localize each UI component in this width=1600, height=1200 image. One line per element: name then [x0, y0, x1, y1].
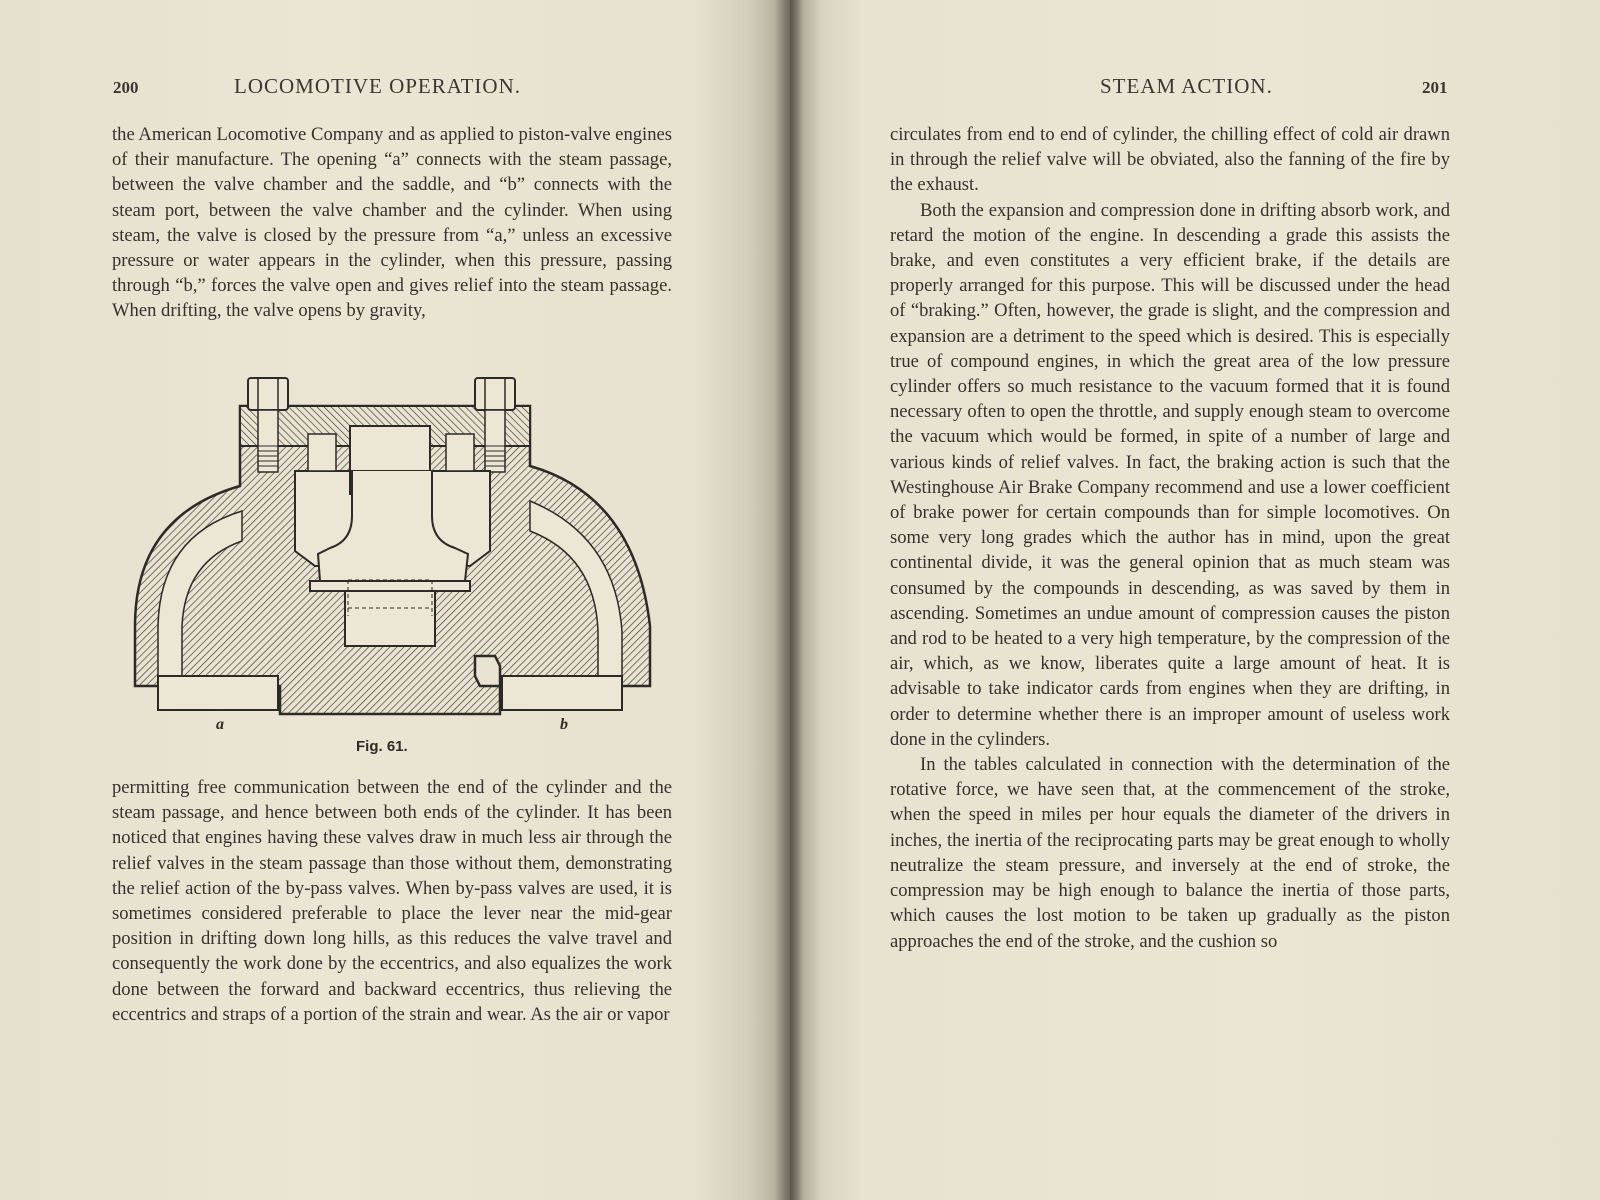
paragraph-text: permitting free communication between the end of the cylinder and the steam passage, and hence between both ends of the cylinder. It has been noticed that engines having these valves draw in much less air through the relief valves in the steam passage than those without them, demonstrating the relief action of the by-pass valves. When by-pass valves are used, it is sometimes considered preferable to place the lever near the mid-gear position in drifting down long hills, as this reduces the valve travel and consequently the work done by the eccentrics, and also equalizes the work done between the forward and backward eccentrics, thus relieving the eccentrics and straps of a portion of the strain and wear. As the air or vapor: [112, 777, 672, 1025]
paragraph-1: circulates from end to end of cylinder, the chilling effect of cold air drawn in through the relief valve will be obviated, also the fanning of the fire by the exhaust.: [890, 124, 1450, 196]
valve-guide: [350, 426, 430, 471]
figure-label-a: a: [216, 716, 224, 733]
right-body: [890, 122, 1450, 954]
left-paragraph-top: [112, 122, 672, 324]
opening-a: [158, 676, 278, 710]
figure-caption: Fig. 61.: [356, 738, 408, 755]
left-page-number: 200: [113, 78, 139, 97]
paragraph-text: the American Locomotive Company and as applied to piston-valve engines of their manufacture. The opening “a” connects with the steam passage, between the valve chamber and the saddle, and “b” connects with the steam port, between the valve chamber and the cylinder. When using steam, the valve is closed by the pressure from “a,” unless an excessive pressure or water appears in the cylinder, when this pressure, passing through “b,” forces the valve open and gives relief into the steam passage. When drifting, the valve opens by gravity,: [112, 124, 672, 322]
figure-label-b: b: [560, 716, 568, 733]
bypass-valve-diagram: [130, 376, 660, 721]
figure-61: [130, 376, 660, 771]
opening-b: [502, 676, 622, 710]
left-page: [0, 0, 790, 1200]
paragraph-3: In the tables calculated in connection with the determination of the rotative force, we have seen that, at the commencement of the stroke, when the speed in miles per hour equals the diameter of the drivers in inches, the inertia of the reciprocating parts may be great enough to wholly neutralize the steam pressure, and inversely at the end of stroke, the compression may be high enough to balance the inertia of those parts, which causes the lost motion to be taken up gradually as the piston approaches the end of the stroke, and the cushion so: [890, 754, 1450, 952]
left-running-head: LOCOMOTIVE OPERATION.: [234, 74, 521, 98]
valve-lower: [345, 591, 435, 646]
book-gutter-shadow: [774, 0, 804, 1200]
right-plug: [446, 434, 474, 471]
left-paragraph-bottom: [112, 775, 672, 1027]
left-plug: [308, 434, 336, 471]
paragraph-2: Both the expansion and compression done in drifting absorb work, and retard the motion of the engine. In descending a grade this assists the brake, and even constitutes a very efficient brake, if the details are properly arranged for this purpose. This will be discussed under the head of “braking.” Often, however, the grade is slight, and the compression and expansion are a detriment to the speed which is desired. This is especially true of compound engines, in which the great area of the low pressure cylinder offers so much resistance to the vacuum formed that it is found necessary often to open the throttle, and supply enough steam to overcome the vacuum which would be formed, in spite of a number of large and various kinds of relief valves. In fact, the braking action is such that the Westinghouse Air Brake Company recommend and use a lower coefficient of brake power for certain compounds than for simple locomotives. On some very long grades which the author has in mind, upon the great continental divide, it was the general opinion that as much steam was consumed by the compounds in descending, as was saved by them in ascending. Sometimes an undue amount of compression causes the piston and rod to be heated to a very high temperature, by the compression of the air, which, as we know, liberates quite a large amount of heat. It is advisable to take indicator cards from engines when they are drifting, in order to determine whether there is an improper amount of useless work done in the cylinders.: [890, 199, 1450, 750]
right-page: [790, 0, 1600, 1200]
right-page-number: 201: [1422, 78, 1448, 97]
right-running-head: STEAM ACTION.: [1100, 74, 1273, 98]
valve-seat: [310, 581, 470, 591]
